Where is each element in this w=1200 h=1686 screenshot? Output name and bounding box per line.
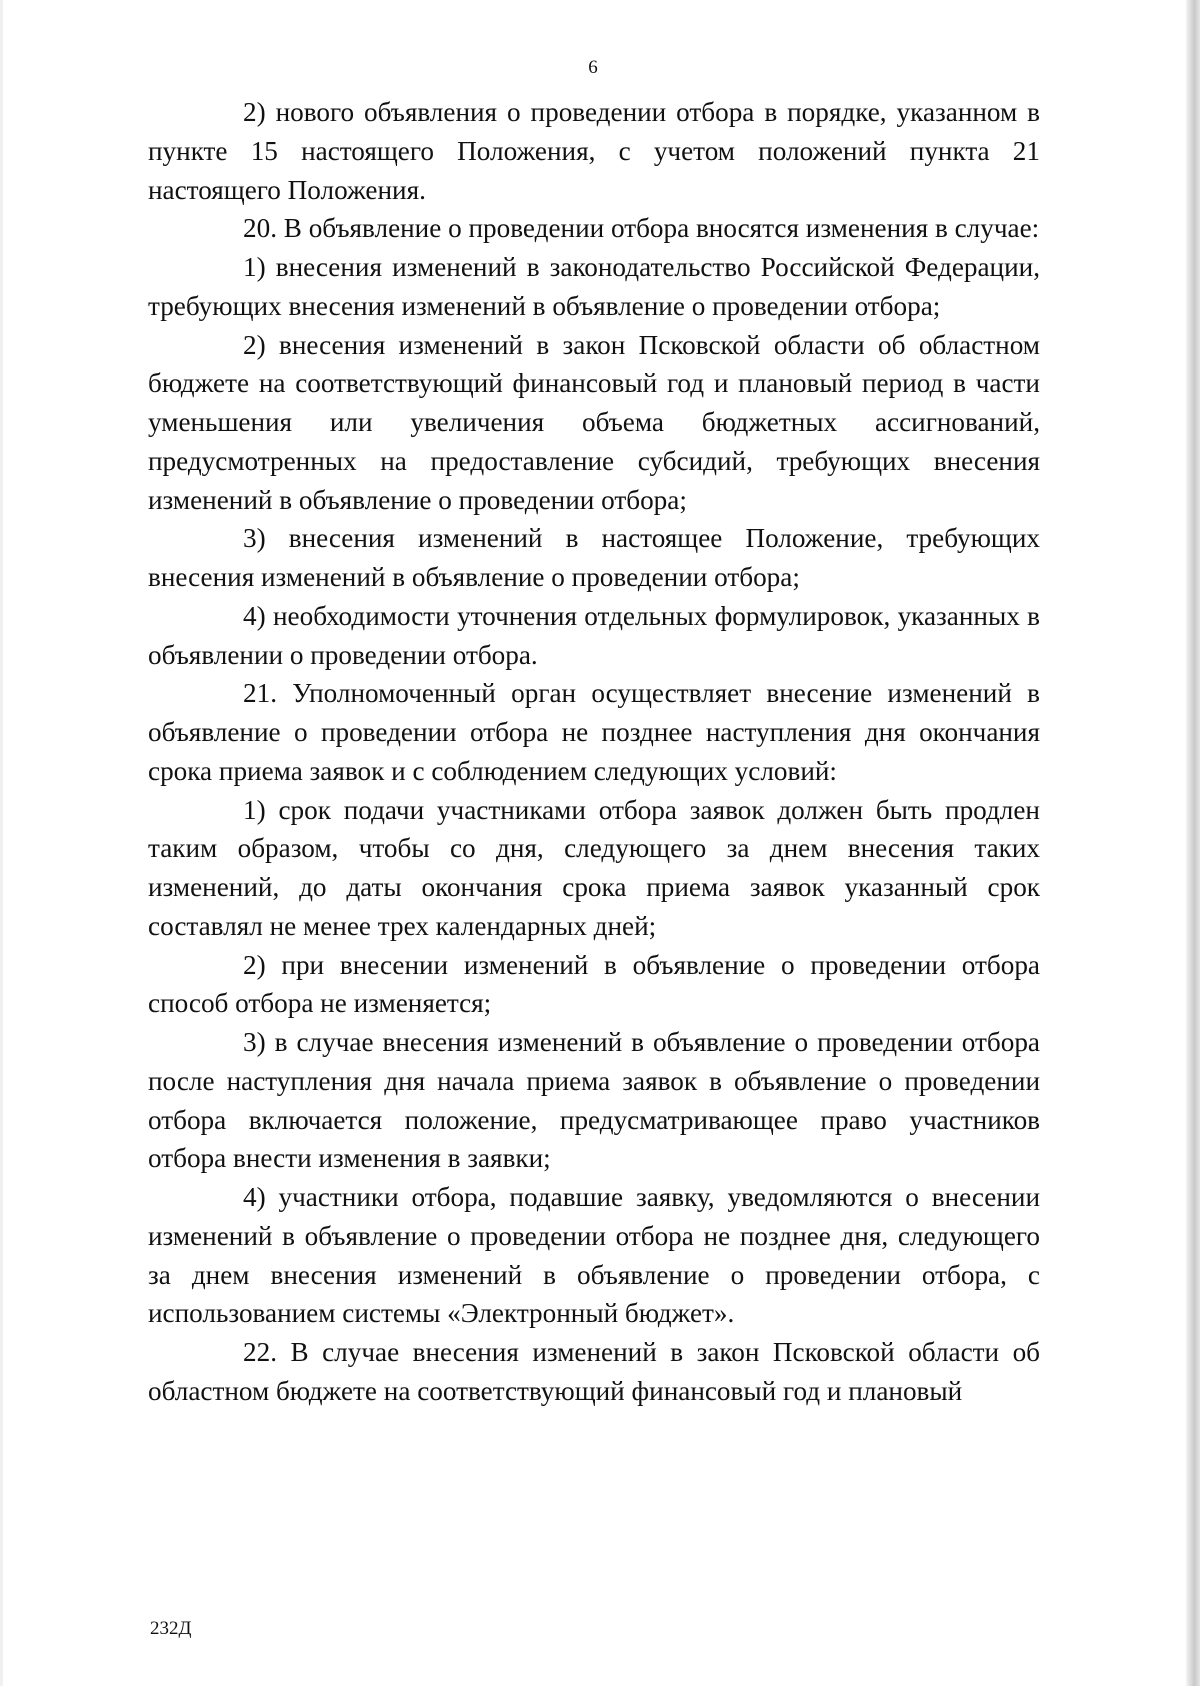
paragraph-clause-21-item-3: 3) в случае внесения изменений в объявление о проведении отбора после наступления дня начала приема заявок в объявление о проведении отбора включается положение, предусматривающее право участников отбора внести изменения в заявки;	[148, 1027, 1040, 1174]
paragraph-clause-21-item-4: 4) участники отбора, подавшие заявку, уведомляются о внесении изменений в объявление о проведении отбора не позднее дня, следующего за днем внесения изменений в объявление о проведении отбора, с использованием системы «Электронный бюджет».	[148, 1182, 1040, 1329]
document-body	[148, 93, 1040, 1411]
paragraph-clause-21-item-2: 2) при внесении изменений в объявление о проведении отбора способ отбора не изменяется;	[148, 949, 1040, 1019]
scan-edge-right	[1186, 0, 1200, 1686]
paragraph-clause-20-item-3: 3) внесения изменений в настоящее Положение, требующих внесения изменений в объявление о проведении отбора;	[148, 523, 1040, 592]
paragraph-clause-20: 20. В объявление о проведении отбора вносятся изменения в случае:	[243, 213, 1040, 244]
paragraph-clause-20-item-4: 4) необходимости уточнения отдельных формулировок, указанных в объявлении о проведении отбора.	[148, 600, 1040, 670]
paragraph-clause-20-item-2: 2) внесения изменений в закон Псковской области об областном бюджете на соответствующий финансовый год и плановый период в части уменьшения или увеличения объема бюджетных ассигнований, предусмотренных на предоставление субсидий, требующих внесения изменений в объявление о проведении отбора;	[148, 329, 1040, 515]
scan-edge-left	[0, 0, 3, 1686]
paragraph-item-2-announcement: 2) нового объявления о проведении отбора в порядке, указанном в пункте 15 настоящего Положения, с учетом положений пункта 21 настоящего Положения.	[148, 97, 1040, 205]
paragraph-clause-21: 21. Уполномоченный орган осуществляет внесение изменений в объявление о проведении отбора не позднее наступления дня окончания срока приема заявок и с соблюдением следующих условий:	[148, 678, 1040, 786]
page-number: 6	[588, 57, 598, 78]
paragraph-clause-20-item-1: 1) внесения изменений в законодательство Российской Федерации, требующих внесения изменений в объявление о проведении отбора;	[148, 252, 1040, 321]
paragraph-clause-21-item-1: 1) срок подачи участниками отбора заявок должен быть продлен таким образом, чтобы со дня, следующего за днем внесения таких изменений, до даты окончания срока приема заявок указанный срок составлял не менее трех календарных дней;	[148, 794, 1040, 941]
document-code: 232Д	[150, 1618, 192, 1639]
paragraph-clause-22: 22. В случае внесения изменений в закон Псковской области об областном бюджете на соответствующий финансовый год и плановый	[148, 1337, 1040, 1406]
